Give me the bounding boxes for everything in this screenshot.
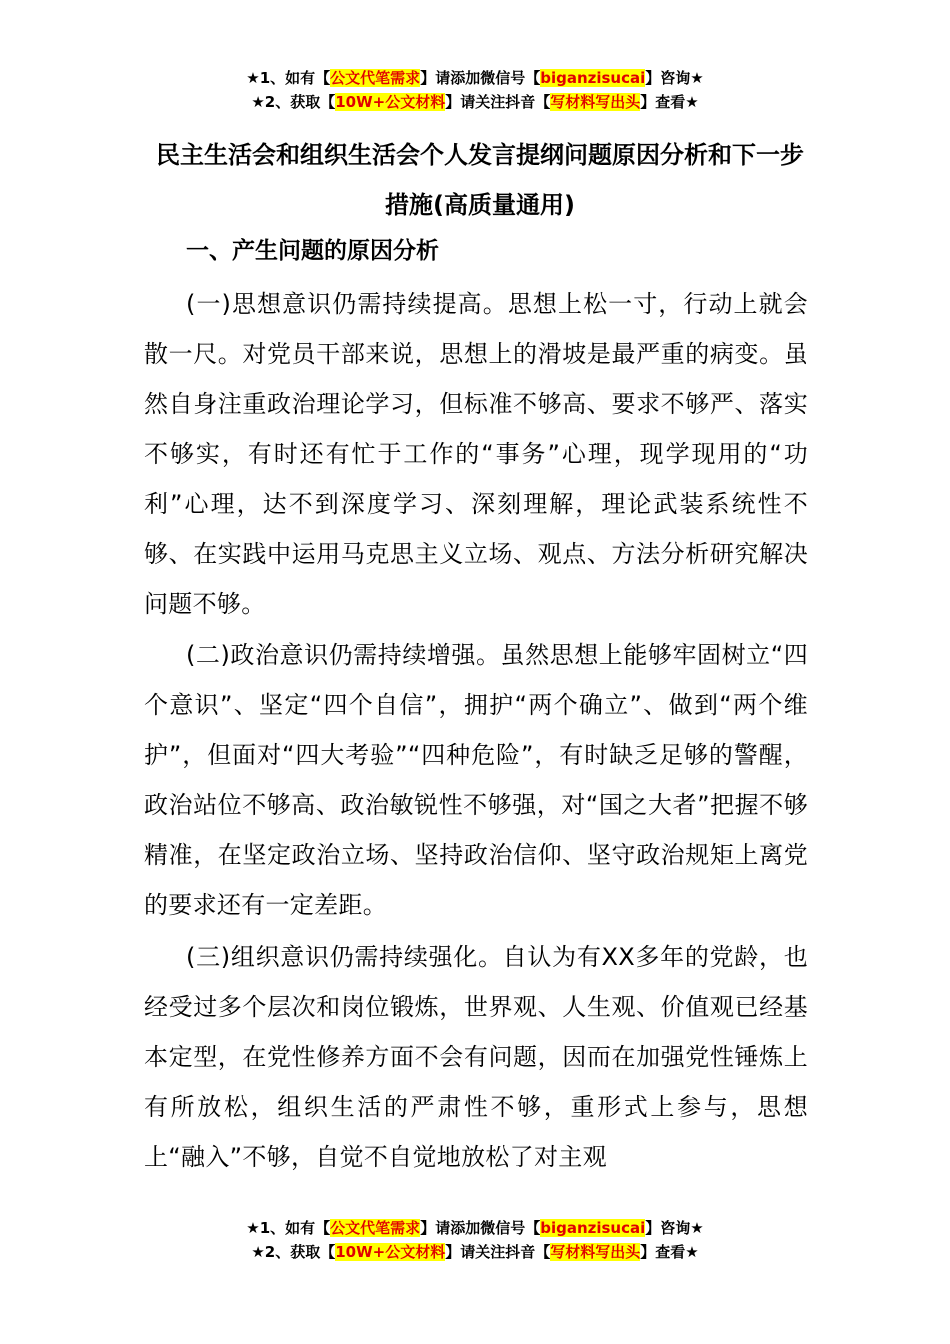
promo-line-1 bbox=[0, 66, 950, 90]
promo-line-1 bbox=[0, 1216, 950, 1240]
promo-text: ★1、如有【 bbox=[246, 69, 331, 87]
promo-highlight: 公文代笔需求 bbox=[330, 69, 421, 87]
wechat-id-highlight: biganzisucai bbox=[540, 1219, 646, 1237]
promo-line-2 bbox=[0, 90, 950, 114]
promo-text: 】咨询★ bbox=[645, 1219, 704, 1237]
wechat-id-highlight: biganzisucai bbox=[540, 69, 646, 87]
promo-text: 】请关注抖音【 bbox=[445, 1243, 551, 1261]
promo-text: 】查看★ bbox=[640, 93, 699, 111]
promo-banner-top bbox=[0, 66, 950, 114]
promo-text: ★1、如有【 bbox=[246, 1219, 331, 1237]
document-title: 民主生活会和组织生活会个人发言提纲问题原因分析和下一步措施(高质量通用) bbox=[156, 141, 804, 219]
promo-highlight: 10W+公文材料 bbox=[335, 93, 446, 111]
douyin-account-highlight: 写材料写出头 bbox=[550, 1243, 641, 1261]
section-heading: 一、产生问题的原因分析 bbox=[186, 238, 439, 264]
promo-text: ★2、获取【 bbox=[251, 1243, 336, 1261]
promo-highlight: 公文代笔需求 bbox=[330, 1219, 421, 1237]
promo-text: 】请添加微信号【 bbox=[420, 1219, 541, 1237]
promo-highlight: 10W+公文材料 bbox=[335, 1243, 446, 1261]
douyin-account-highlight: 写材料写出头 bbox=[550, 93, 641, 111]
promo-banner-bottom bbox=[0, 1216, 950, 1264]
paragraph-3: (三)组织意识仍需持续强化。自认为有XX多年的党龄，也经受过多个层次和岗位锻炼，世界观、人生观、价值观已经基本定型，在党性修养方面不会有问题，因而在加强党性锤炼上有所放松，组织生活的严肃性不够，重形式上参与，思想上“融入”不够，自觉不自觉地放松了对主观 bbox=[144, 943, 808, 1171]
promo-text: 】咨询★ bbox=[645, 69, 704, 87]
promo-text: ★2、获取【 bbox=[251, 93, 336, 111]
promo-line-2 bbox=[0, 1240, 950, 1264]
promo-text: 】请添加微信号【 bbox=[420, 69, 541, 87]
promo-text: 】请关注抖音【 bbox=[445, 93, 551, 111]
promo-text: 】查看★ bbox=[640, 1243, 699, 1261]
paragraph-2: (二)政治意识仍需持续增强。虽然思想上能够牢固树立“四个意识”、坚定“四个自信”，拥护“两个确立”、做到“两个维护”，但面对“四大考验”“四种危险”，有时缺乏足够的警醒，政治站位不够高、政治敏锐性不够强，对“国之大者”把握不够精准，在坚定政治立场、坚持政治信仰、坚守政治规矩上离党的要求还有一定差距。 bbox=[144, 641, 808, 919]
paragraph-1: (一)思想意识仍需持续提高。思想上松一寸，行动上就会散一尺。对党员干部来说，思想上的滑坡是最严重的病变。虽然自身注重政治理论学习，但标准不够高、要求不够严、落实不够实，有时还有忙于工作的“事务”心理，现学现用的“功利”心理，达不到深度学习、深刻理解，理论武装系统性不够、在实践中运用马克思主义立场、观点、方法分析研究解决问题不够。 bbox=[144, 290, 808, 618]
